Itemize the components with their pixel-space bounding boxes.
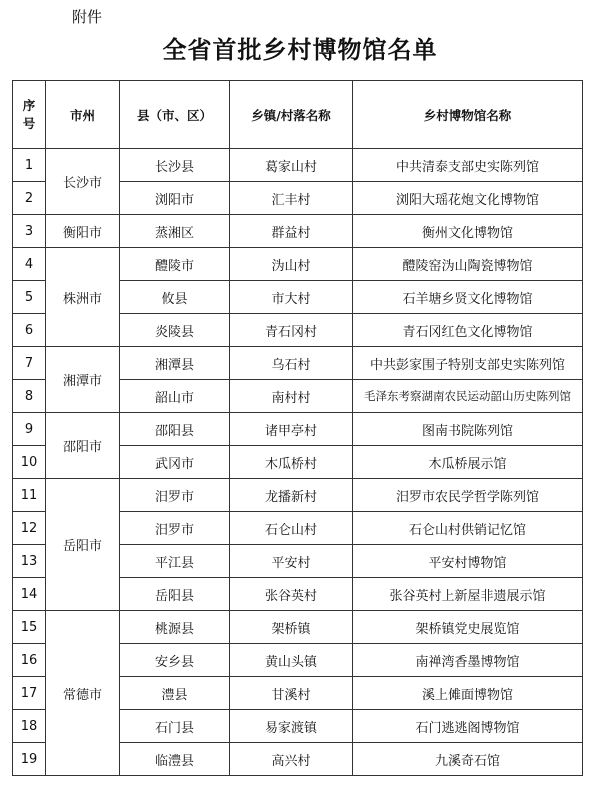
cell-no: 16 [13,644,46,677]
table-row [13,413,583,446]
cell-no: 13 [13,545,46,578]
cell-no: 12 [13,512,46,545]
cell-no: 7 [13,347,46,380]
page-title: 全省首批乡村博物馆名单 [162,35,438,64]
cell-county: 醴陵市 [120,248,230,281]
cell-no: 14 [13,578,46,611]
cell-museum: 图南书院陈列馆 [353,413,583,446]
table-row [13,347,583,380]
cell-city: 长沙市 [46,149,120,215]
cell-village: 青石冈村 [230,314,353,347]
cell-museum: 中共清泰支部史实陈列馆 [353,149,583,182]
cell-no: 3 [13,215,46,248]
cell-village: 易家渡镇 [230,710,353,743]
cell-city: 邵阳市 [46,413,120,479]
cell-village: 平安村 [230,545,353,578]
cell-county: 长沙县 [120,149,230,182]
cell-no: 9 [13,413,46,446]
cell-museum: 醴陵窑沩山陶瓷博物馆 [353,248,583,281]
cell-museum: 衡州文化博物馆 [353,215,583,248]
cell-village: 石仑山村 [230,512,353,545]
cell-county: 蒸湘区 [120,215,230,248]
cell-county: 安乡县 [120,644,230,677]
cell-museum: 汨罗市农民学哲学陈列馆 [353,479,583,512]
cell-museum: 架桥镇党史展览馆 [353,611,583,644]
header-no [13,81,46,149]
cell-no: 10 [13,446,46,479]
table-row [13,611,583,644]
cell-museum: 毛泽东考察湖南农民运动韶山历史陈列馆 [353,380,583,413]
cell-museum: 溪上傩面博物馆 [353,677,583,710]
cell-museum: 石仑山村供销记忆馆 [353,512,583,545]
cell-museum: 石羊塘乡贤文化博物馆 [353,281,583,314]
cell-county: 邵阳县 [120,413,230,446]
cell-museum: 木瓜桥展示馆 [353,446,583,479]
cell-county: 桃源县 [120,611,230,644]
cell-village: 乌石村 [230,347,353,380]
cell-county: 武冈市 [120,446,230,479]
cell-no: 6 [13,314,46,347]
cell-no: 2 [13,182,46,215]
cell-no: 15 [13,611,46,644]
table-row [13,248,583,281]
cell-county: 石门县 [120,710,230,743]
cell-no: 17 [13,677,46,710]
cell-museum: 南禅湾香墨博物馆 [353,644,583,677]
cell-county: 临澧县 [120,743,230,776]
cell-no: 4 [13,248,46,281]
cell-village: 葛家山村 [230,149,353,182]
header-county: 县（市、区） [120,81,230,149]
cell-village: 南村村 [230,380,353,413]
table-row [13,215,583,248]
cell-museum: 九溪奇石馆 [353,743,583,776]
cell-county: 汨罗市 [120,479,230,512]
cell-museum: 石门逃逃阁博物馆 [353,710,583,743]
cell-village: 甘溪村 [230,677,353,710]
header-village: 乡镇/村落名称 [230,81,353,149]
cell-county: 澧县 [120,677,230,710]
cell-county: 韶山市 [120,380,230,413]
cell-no: 11 [13,479,46,512]
cell-museum: 青石冈红色文化博物馆 [353,314,583,347]
cell-county: 汨罗市 [120,512,230,545]
cell-no: 18 [13,710,46,743]
cell-city: 常德市 [46,611,120,776]
cell-county: 湘潭县 [120,347,230,380]
cell-village: 高兴村 [230,743,353,776]
cell-village: 群益村 [230,215,353,248]
cell-county: 平江县 [120,545,230,578]
cell-no: 19 [13,743,46,776]
cell-city: 湘潭市 [46,347,120,413]
table-row [13,149,583,182]
cell-county: 攸县 [120,281,230,314]
cell-village: 架桥镇 [230,611,353,644]
museum-table [12,80,583,776]
cell-county: 炎陵县 [120,314,230,347]
cell-county: 岳阳县 [120,578,230,611]
cell-no: 1 [13,149,46,182]
cell-village: 沩山村 [230,248,353,281]
cell-village: 张谷英村 [230,578,353,611]
annex-label: 附件 [72,8,103,26]
cell-village: 木瓜桥村 [230,446,353,479]
cell-no: 5 [13,281,46,314]
cell-city: 株洲市 [46,248,120,347]
cell-village: 市大村 [230,281,353,314]
header-museum: 乡村博物馆名称 [353,81,583,149]
cell-city: 岳阳市 [46,479,120,611]
cell-museum: 张谷英村上新屋非遗展示馆 [353,578,583,611]
cell-museum: 中共彭家围子特别支部史实陈列馆 [353,347,583,380]
cell-museum: 平安村博物馆 [353,545,583,578]
cell-village: 龙播新村 [230,479,353,512]
cell-village: 汇丰村 [230,182,353,215]
table-header-row [13,81,583,149]
cell-city: 衡阳市 [46,215,120,248]
table-row [13,479,583,512]
cell-county: 浏阳市 [120,182,230,215]
cell-museum: 浏阳大瑶花炮文化博物馆 [353,182,583,215]
cell-village: 诸甲亭村 [230,413,353,446]
cell-village: 黄山头镇 [230,644,353,677]
header-no-label: 序 号 [22,97,36,131]
header-city: 市州 [46,81,120,149]
cell-no: 8 [13,380,46,413]
